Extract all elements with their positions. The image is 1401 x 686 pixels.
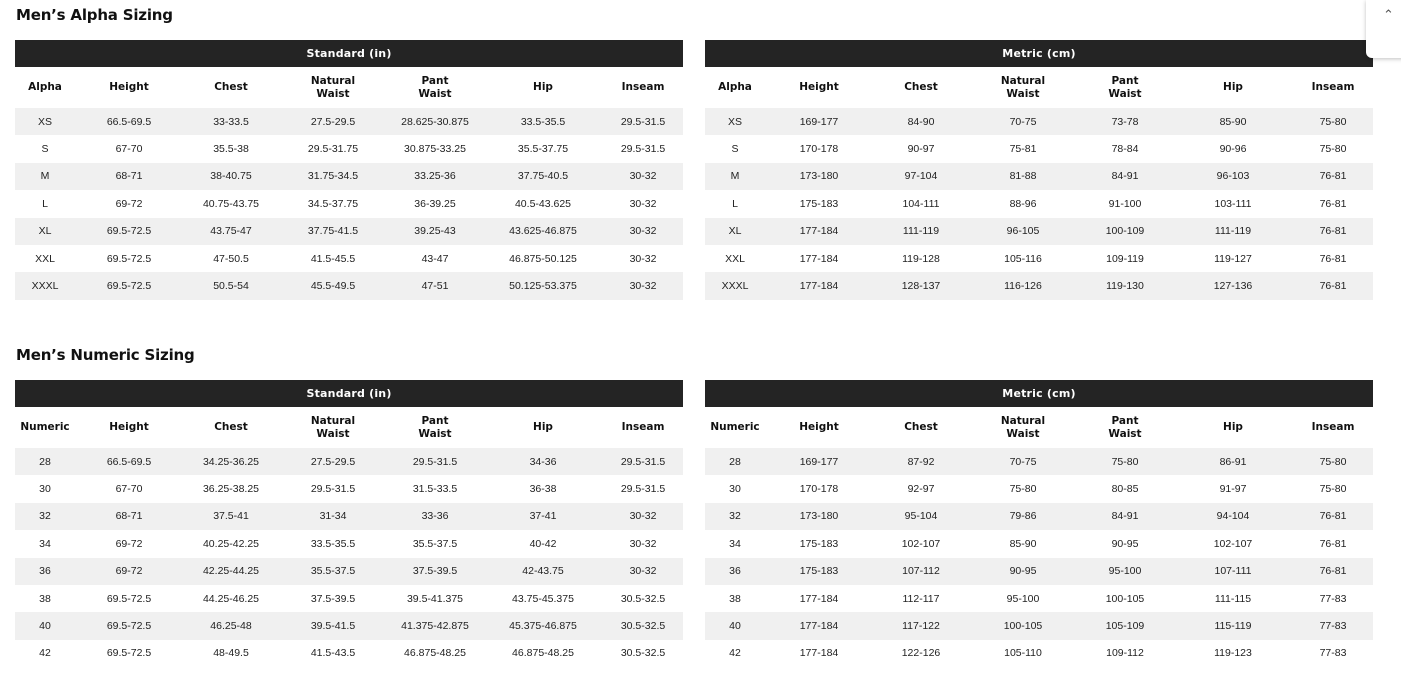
column-header: Natural Waist — [1000, 74, 1046, 100]
table-cell: 105-109 — [1077, 612, 1173, 639]
table-cell: 41.375-42.875 — [387, 612, 483, 639]
table-cell: 30-32 — [603, 190, 683, 217]
column-header: Alpha — [718, 81, 752, 93]
table-row — [15, 612, 683, 639]
table-cell: 30.5-32.5 — [603, 640, 683, 667]
table-cell: 32 — [15, 503, 75, 530]
table-row — [15, 530, 683, 557]
table-cell: XXXL — [705, 272, 765, 299]
table-cell: 39.5-41.5 — [279, 612, 387, 639]
table-cell: 34 — [15, 530, 75, 557]
table-cell: 30-32 — [603, 530, 683, 557]
table-cell: 29.5-31.75 — [279, 135, 387, 162]
table-cell: 67-70 — [75, 135, 183, 162]
column-header: Chest — [904, 81, 938, 93]
table-cell: 38 — [705, 585, 765, 612]
column-header: Inseam — [621, 421, 665, 433]
column-header: Height — [799, 81, 839, 93]
table-cell: 76-81 — [1293, 245, 1373, 272]
column-header: Inseam — [621, 81, 665, 93]
table-cell: 69.5-72.5 — [75, 272, 183, 299]
table-cell: 169-177 — [765, 448, 873, 475]
table-cell: 30-32 — [603, 218, 683, 245]
table-cell: 30-32 — [603, 245, 683, 272]
table-cell: 119-130 — [1077, 272, 1173, 299]
table-cell: 46.875-48.25 — [483, 640, 603, 667]
table-cell: 40 — [705, 612, 765, 639]
column-header: Pant Waist — [1108, 414, 1142, 440]
table-cell: 169-177 — [765, 108, 873, 135]
column-header: Height — [799, 421, 839, 433]
table-cell: 107-111 — [1173, 558, 1293, 585]
table-cell: 34-36 — [483, 448, 603, 475]
table-cell: 50.125-53.375 — [483, 272, 603, 299]
alpha-standard-table — [15, 40, 683, 300]
column-header: Pant Waist — [1108, 74, 1142, 100]
table-cell: 109-112 — [1077, 640, 1173, 667]
table-cell: 33-36 — [387, 503, 483, 530]
table-row — [15, 218, 683, 245]
table-cell: XXXL — [15, 272, 75, 299]
table-cell: 69.5-72.5 — [75, 612, 183, 639]
table-cell: 69.5-72.5 — [75, 585, 183, 612]
table-cell: 103-111 — [1173, 190, 1293, 217]
table-row — [15, 163, 683, 190]
table-cell: 111-119 — [873, 218, 969, 245]
table-cell: 30.5-32.5 — [603, 612, 683, 639]
table-cell: L — [15, 190, 75, 217]
table-cell: 127-136 — [1173, 272, 1293, 299]
table-cell: 34.25-36.25 — [183, 448, 279, 475]
table-cell: 28 — [15, 448, 75, 475]
table-cell: 69-72 — [75, 530, 183, 557]
table-cell: 29.5-31.5 — [603, 135, 683, 162]
table-cell: 28.625-30.875 — [387, 108, 483, 135]
table-cell: 37.75-40.5 — [483, 163, 603, 190]
table-cell: 76-81 — [1293, 558, 1373, 585]
table-cell: 175-183 — [765, 190, 873, 217]
table-cell: 39.25-43 — [387, 218, 483, 245]
column-header: Chest — [214, 421, 248, 433]
table-cell: 100-109 — [1077, 218, 1173, 245]
table-cell: 34 — [705, 530, 765, 557]
table-cell: 69.5-72.5 — [75, 640, 183, 667]
table-cell: XS — [15, 108, 75, 135]
table-cell: 88-96 — [969, 190, 1077, 217]
table-cell: 102-107 — [1173, 530, 1293, 557]
table-cell: 76-81 — [1293, 163, 1373, 190]
table-cell: 170-178 — [765, 135, 873, 162]
table-cell: 40.25-42.25 — [183, 530, 279, 557]
column-header: Inseam — [1311, 421, 1355, 433]
table-cell: 119-128 — [873, 245, 969, 272]
table-cell: 35.5-37.5 — [387, 530, 483, 557]
table-cell: 76-81 — [1293, 503, 1373, 530]
table-cell: 36.25-38.25 — [183, 475, 279, 502]
table-cell: 41.5-45.5 — [279, 245, 387, 272]
table-cell: 90-95 — [969, 558, 1077, 585]
table-cell: 75-80 — [969, 475, 1077, 502]
table-cell: 70-75 — [969, 448, 1077, 475]
table-cell: 177-184 — [765, 640, 873, 667]
table-row — [15, 585, 683, 612]
table-cell: 36 — [705, 558, 765, 585]
column-header: Hip — [1223, 421, 1243, 433]
table-cell: 70-75 — [969, 108, 1077, 135]
column-header: Hip — [1223, 81, 1243, 93]
table-row — [15, 108, 683, 135]
table-cell: 175-183 — [765, 530, 873, 557]
table-cell: 35.5-37.5 — [279, 558, 387, 585]
table-cell: 77-83 — [1293, 612, 1373, 639]
table-row — [705, 640, 1373, 667]
table-cell: 43.625-46.875 — [483, 218, 603, 245]
table-cell: 30.5-32.5 — [603, 585, 683, 612]
table-row — [705, 190, 1373, 217]
table-cell: 75-80 — [1293, 108, 1373, 135]
table-row — [15, 135, 683, 162]
table-cell: 173-180 — [765, 163, 873, 190]
table-cell: 90-96 — [1173, 135, 1293, 162]
table-cell: 78-84 — [1077, 135, 1173, 162]
column-header: Hip — [533, 81, 553, 93]
table-cell: XXL — [705, 245, 765, 272]
table-cell: 42-43.75 — [483, 558, 603, 585]
table-cell: 102-107 — [873, 530, 969, 557]
table-cell: 40.5-43.625 — [483, 190, 603, 217]
table-cell: 128-137 — [873, 272, 969, 299]
table-row — [705, 503, 1373, 530]
table-row — [705, 108, 1373, 135]
table-row — [705, 163, 1373, 190]
table-cell: 112-117 — [873, 585, 969, 612]
corner-widget[interactable] — [1366, 0, 1401, 58]
table-cell: 77-83 — [1293, 640, 1373, 667]
table-cell: 95-104 — [873, 503, 969, 530]
table-cell: 29.5-31.5 — [603, 475, 683, 502]
table-cell: 75-80 — [1077, 448, 1173, 475]
table-cell: 76-81 — [1293, 530, 1373, 557]
column-header: Chest — [214, 81, 248, 93]
table-cell: 84-91 — [1077, 503, 1173, 530]
table-cell: 177-184 — [765, 612, 873, 639]
table-cell: 104-111 — [873, 190, 969, 217]
table-row — [15, 640, 683, 667]
column-header: Hip — [533, 421, 553, 433]
numeric-metric-table — [705, 380, 1373, 667]
table-cell: 40 — [15, 612, 75, 639]
table-cell: 33.25-36 — [387, 163, 483, 190]
table-cell: XS — [705, 108, 765, 135]
table-cell: 37.75-41.5 — [279, 218, 387, 245]
table-cell: 66.5-69.5 — [75, 108, 183, 135]
table-row — [705, 245, 1373, 272]
column-header: Natural Waist — [1000, 414, 1046, 440]
table-cell: 45.5-49.5 — [279, 272, 387, 299]
table-cell: 109-119 — [1077, 245, 1173, 272]
table-cell: 43.75-47 — [183, 218, 279, 245]
table-cell: 84-90 — [873, 108, 969, 135]
table-cell: 36-38 — [483, 475, 603, 502]
table-cell: 29.5-31.5 — [387, 448, 483, 475]
table-cell: 66.5-69.5 — [75, 448, 183, 475]
table-cell: 28 — [705, 448, 765, 475]
table-cell: 30.875-33.25 — [387, 135, 483, 162]
table-cell: 37.5-41 — [183, 503, 279, 530]
table-cell: 34.5-37.75 — [279, 190, 387, 217]
table-cell: 81-88 — [969, 163, 1077, 190]
table-cell: 115-119 — [1173, 612, 1293, 639]
table-cell: 37-41 — [483, 503, 603, 530]
table-cell: XXL — [15, 245, 75, 272]
table-band-header: Metric (cm) — [705, 40, 1373, 67]
table-cell: 32 — [705, 503, 765, 530]
table-cell: 111-115 — [1173, 585, 1293, 612]
table-cell: 35.5-38 — [183, 135, 279, 162]
table-cell: 91-100 — [1077, 190, 1173, 217]
table-cell: 30 — [705, 475, 765, 502]
table-row — [705, 530, 1373, 557]
table-cell: M — [15, 163, 75, 190]
table-cell: 29.5-31.5 — [603, 108, 683, 135]
table-row — [705, 475, 1373, 502]
column-header: Natural Waist — [310, 414, 356, 440]
table-cell: 37.5-39.5 — [387, 558, 483, 585]
table-cell: 38-40.75 — [183, 163, 279, 190]
column-header: Alpha — [28, 81, 62, 93]
table-cell: 100-105 — [969, 612, 1077, 639]
table-cell: 96-103 — [1173, 163, 1293, 190]
table-cell: 44.25-46.25 — [183, 585, 279, 612]
table-cell: 69.5-72.5 — [75, 245, 183, 272]
table-cell: XL — [705, 218, 765, 245]
table-cell: 43-47 — [387, 245, 483, 272]
table-cell: 33.5-35.5 — [483, 108, 603, 135]
chevron-icon[interactable]: ⌃ — [1383, 8, 1394, 23]
table-cell: 96-105 — [969, 218, 1077, 245]
table-cell: 76-81 — [1293, 218, 1373, 245]
table-cell: 92-97 — [873, 475, 969, 502]
table-cell: 30-32 — [603, 163, 683, 190]
alpha-section-title: Men’s Alpha Sizing — [16, 6, 173, 24]
table-cell: 42 — [15, 640, 75, 667]
table-cell: 67-70 — [75, 475, 183, 502]
table-cell: 46.25-48 — [183, 612, 279, 639]
table-cell: 48-49.5 — [183, 640, 279, 667]
table-cell: 75-80 — [1293, 135, 1373, 162]
column-header: Height — [109, 421, 149, 433]
table-cell: 95-100 — [969, 585, 1077, 612]
table-cell: 111-119 — [1173, 218, 1293, 245]
table-band-header: Metric (cm) — [705, 380, 1373, 407]
table-cell: 42 — [705, 640, 765, 667]
table-cell: 36 — [15, 558, 75, 585]
table-cell: 47-51 — [387, 272, 483, 299]
table-cell: 69-72 — [75, 558, 183, 585]
table-cell: S — [15, 135, 75, 162]
table-row — [15, 245, 683, 272]
table-row — [15, 558, 683, 585]
table-row — [705, 558, 1373, 585]
table-cell: 37.5-39.5 — [279, 585, 387, 612]
table-cell: 75-80 — [1293, 475, 1373, 502]
table-cell: 107-112 — [873, 558, 969, 585]
table-cell: 27.5-29.5 — [279, 448, 387, 475]
table-cell: 31-34 — [279, 503, 387, 530]
table-row — [15, 503, 683, 530]
table-cell: 87-92 — [873, 448, 969, 475]
table-cell: 117-122 — [873, 612, 969, 639]
column-header: Chest — [904, 421, 938, 433]
column-header: Numeric — [20, 421, 70, 433]
table-cell: 43.75-45.375 — [483, 585, 603, 612]
table-cell: 177-184 — [765, 585, 873, 612]
table-cell: 50.5-54 — [183, 272, 279, 299]
table-band-header: Standard (in) — [15, 40, 683, 67]
column-header: Numeric — [710, 421, 760, 433]
table-cell: M — [705, 163, 765, 190]
table-cell: 68-71 — [75, 503, 183, 530]
table-cell: 36-39.25 — [387, 190, 483, 217]
table-cell: 80-85 — [1077, 475, 1173, 502]
table-row — [705, 448, 1373, 475]
table-cell: 94-104 — [1173, 503, 1293, 530]
table-cell: 29.5-31.5 — [603, 448, 683, 475]
table-cell: 31.5-33.5 — [387, 475, 483, 502]
table-cell: 90-95 — [1077, 530, 1173, 557]
table-cell: 33-33.5 — [183, 108, 279, 135]
column-header: Inseam — [1311, 81, 1355, 93]
table-row — [15, 272, 683, 299]
table-row — [705, 585, 1373, 612]
table-cell: 105-110 — [969, 640, 1077, 667]
table-cell: 46.875-48.25 — [387, 640, 483, 667]
table-cell: 97-104 — [873, 163, 969, 190]
table-cell: 170-178 — [765, 475, 873, 502]
table-cell: 38 — [15, 585, 75, 612]
table-cell: 47-50.5 — [183, 245, 279, 272]
table-cell: 75-80 — [1293, 448, 1373, 475]
table-cell: 90-97 — [873, 135, 969, 162]
table-row — [705, 272, 1373, 299]
table-cell: 100-105 — [1077, 585, 1173, 612]
table-cell: 27.5-29.5 — [279, 108, 387, 135]
column-header: Height — [109, 81, 149, 93]
table-cell: 173-180 — [765, 503, 873, 530]
column-header: Pant Waist — [418, 74, 452, 100]
table-cell: 177-184 — [765, 245, 873, 272]
table-cell: 41.5-43.5 — [279, 640, 387, 667]
table-cell: 75-81 — [969, 135, 1077, 162]
table-cell: 84-91 — [1077, 163, 1173, 190]
table-row — [705, 135, 1373, 162]
table-cell: 69.5-72.5 — [75, 218, 183, 245]
table-cell: 35.5-37.75 — [483, 135, 603, 162]
column-header: Natural Waist — [310, 74, 356, 100]
numeric-section-title: Men’s Numeric Sizing — [16, 346, 195, 364]
table-cell: 79-86 — [969, 503, 1077, 530]
table-cell: 45.375-46.875 — [483, 612, 603, 639]
table-row — [15, 448, 683, 475]
table-cell: 177-184 — [765, 218, 873, 245]
table-row — [705, 218, 1373, 245]
table-cell: 30 — [15, 475, 75, 502]
table-cell: L — [705, 190, 765, 217]
column-header: Pant Waist — [418, 414, 452, 440]
table-cell: 122-126 — [873, 640, 969, 667]
table-cell: 30-32 — [603, 503, 683, 530]
table-cell: 95-100 — [1077, 558, 1173, 585]
table-row — [15, 475, 683, 502]
table-cell: 73-78 — [1077, 108, 1173, 135]
alpha-metric-table — [705, 40, 1373, 300]
numeric-standard-table — [15, 380, 683, 667]
table-cell: 119-127 — [1173, 245, 1293, 272]
table-cell: 30-32 — [603, 558, 683, 585]
table-cell: 46.875-50.125 — [483, 245, 603, 272]
table-cell: 177-184 — [765, 272, 873, 299]
table-cell: 85-90 — [969, 530, 1077, 557]
table-cell: 40.75-43.75 — [183, 190, 279, 217]
table-cell: 86-91 — [1173, 448, 1293, 475]
table-cell: 91-97 — [1173, 475, 1293, 502]
table-cell: 116-126 — [969, 272, 1077, 299]
table-cell: 69-72 — [75, 190, 183, 217]
table-cell: 77-83 — [1293, 585, 1373, 612]
table-row — [705, 612, 1373, 639]
table-cell: 119-123 — [1173, 640, 1293, 667]
table-band-header: Standard (in) — [15, 380, 683, 407]
table-cell: 85-90 — [1173, 108, 1293, 135]
table-cell: 33.5-35.5 — [279, 530, 387, 557]
table-cell: 175-183 — [765, 558, 873, 585]
table-cell: S — [705, 135, 765, 162]
table-cell: 68-71 — [75, 163, 183, 190]
table-cell: 39.5-41.375 — [387, 585, 483, 612]
table-cell: 31.75-34.5 — [279, 163, 387, 190]
table-cell: 42.25-44.25 — [183, 558, 279, 585]
table-cell: 40-42 — [483, 530, 603, 557]
table-cell: 29.5-31.5 — [279, 475, 387, 502]
table-row — [15, 190, 683, 217]
table-cell: 76-81 — [1293, 272, 1373, 299]
table-cell: 30-32 — [603, 272, 683, 299]
table-cell: 105-116 — [969, 245, 1077, 272]
table-cell: XL — [15, 218, 75, 245]
table-cell: 76-81 — [1293, 190, 1373, 217]
